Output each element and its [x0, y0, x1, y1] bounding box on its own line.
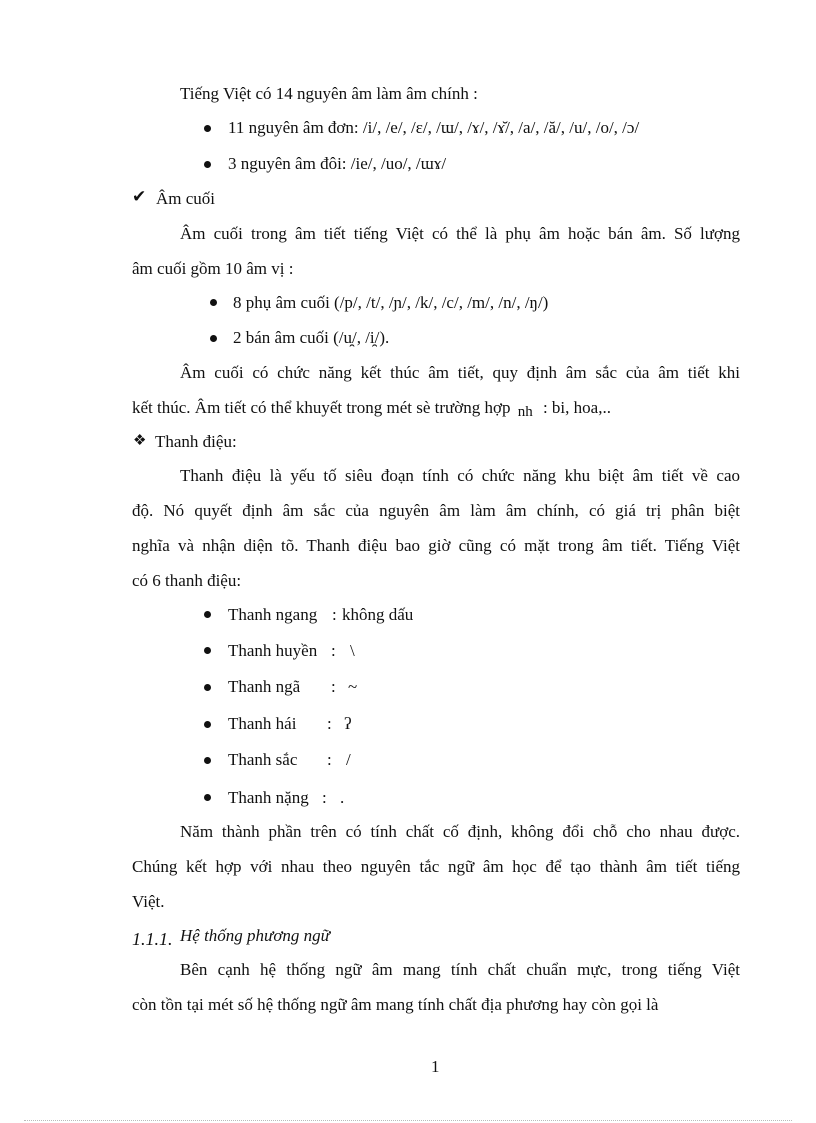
final-sound-heading: Âm cuối [156, 189, 216, 208]
section-number: 1.1.1. [132, 929, 173, 949]
dialect-para-line: Bên cạnh hệ thống ngữ âm mang tính chất chuẩn mực, trong tiếng Việt [180, 960, 740, 979]
final-para2-subscript: nh [517, 404, 533, 420]
tone-colon: : [331, 677, 336, 696]
tone-mark: \ [350, 641, 355, 660]
vowel-list-item: 3 nguyên âm đôi: /ie/, /uo/, /ɯɤ/ [228, 154, 447, 173]
tone-mark: ~ [348, 677, 358, 696]
tone-name: Thanh huyền [228, 641, 318, 660]
bullet-icon [204, 647, 211, 654]
tone-name: Thanh ngã [228, 677, 301, 696]
tone-heading: Thanh điệu: [155, 432, 237, 451]
bullet-icon [210, 299, 217, 306]
final-list-item: 2 bán âm cuối (/u̯/, /i̯/). [233, 328, 390, 347]
tone-para-line: độ. Nó quyết định âm sắc của nguyên âm làm âm chính, có giá trị phân biệt [132, 501, 740, 520]
vowel-list-item: 11 nguyên âm đơn: /i/, /e/, /ɛ/, /ɯ/, /ɤ/, /ɤ̆/, /a/, /ă/, /u/, /o/, /ɔ/ [228, 118, 640, 137]
tone-colon: : [331, 641, 336, 660]
bullet-icon [204, 125, 211, 132]
bullet-icon [210, 335, 217, 342]
section-title: Hệ thống phương ngữ [180, 926, 330, 945]
tone-name: Thanh hái [228, 714, 297, 733]
bullet-icon [204, 794, 211, 801]
final-para2-line [132, 398, 611, 418]
bullet-icon [204, 611, 211, 618]
tone-mark: không dấu [342, 605, 414, 624]
tone-colon: : [322, 788, 327, 807]
tone-para-line: nghĩa và nhận diện tõ. Thanh điệu bao giờ cũng có mặt trong âm tiết. Tiếng Việt [132, 536, 740, 555]
tone-mark: . [340, 788, 345, 807]
tone-colon: : [332, 605, 337, 624]
final-list-item: 8 phụ âm cuối (/p/, /t/, /ɲ/, /k/, /c/, /m/, /n/, /ŋ/) [233, 293, 549, 312]
summary-para-line: Việt. [132, 892, 165, 911]
tone-para-line: có 6 thanh điệu: [132, 571, 242, 590]
page-bottom-rule [24, 1120, 792, 1121]
final-para-line: âm cuối gồm 10 âm vị : [132, 259, 294, 278]
bullet-icon [204, 721, 211, 728]
tone-name: Thanh ngang [228, 605, 318, 624]
intro-line: Tiếng Việt có 14 nguyên âm làm âm chính : [180, 84, 478, 103]
summary-para-line: Chúng kết hợp với nhau theo nguyên tắc ngữ âm học để tạo thành âm tiết tiếng [132, 857, 740, 876]
tone-mark: ʔ [344, 714, 352, 733]
bullet-icon [204, 757, 211, 764]
diamond-bullet-icon: ❖ [133, 433, 147, 449]
bullet-icon [204, 161, 211, 168]
tone-colon: : [327, 750, 332, 769]
tone-mark: / [346, 750, 351, 769]
final-para2-text-end: : bi, hoa,.. [542, 398, 611, 417]
final-para-line: Âm cuối trong âm tiết tiếng Việt có thể là phụ âm hoặc bán âm. Số lượng [180, 224, 740, 243]
bullet-icon [204, 684, 211, 691]
page-number: 1 [431, 1057, 440, 1076]
tone-name: Thanh nặng [228, 788, 309, 807]
tone-colon: : [327, 714, 332, 733]
tone-para-line: Thanh điệu là yếu tố siêu đoạn tính có chức năng khu biệt âm tiết về cao [180, 466, 740, 485]
checkmark-icon: ✔ [132, 187, 147, 206]
dialect-para-line: còn tồn tại mét số hệ thống ngữ âm mang tính chất địa phương hay còn gọi là [132, 995, 659, 1014]
summary-para-line: Năm thành phần trên có tính chất cố định, không đổi chỗ cho nhau được. [180, 822, 740, 841]
final-para2-text: kết thúc. Âm tiết có thể khuyết trong mét sè trường hợp [132, 398, 511, 417]
final-para2-line: Âm cuối có chức năng kết thúc âm tiết, quy định âm sắc của âm tiết khi [180, 363, 740, 382]
tone-name: Thanh sắc [228, 750, 298, 769]
